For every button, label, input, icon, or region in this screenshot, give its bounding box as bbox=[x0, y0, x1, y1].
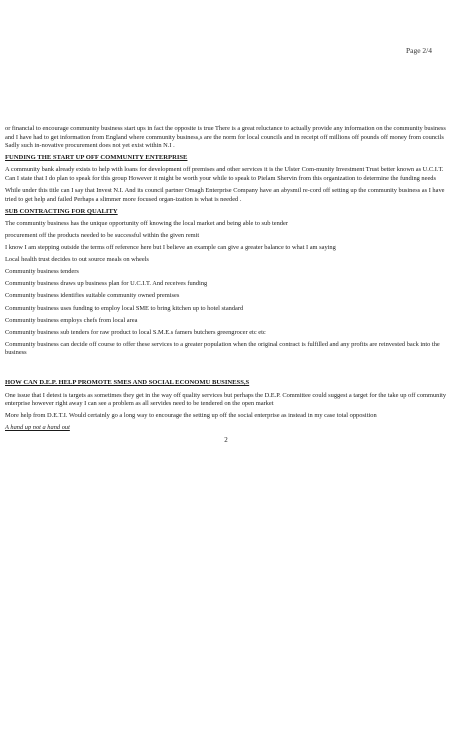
paragraph-unique-opportunity: The community business has the unique opportunity off knowing the local market and being able to sub tender bbox=[5, 219, 288, 227]
closing-slogan: A hand up not a hand out bbox=[5, 424, 70, 432]
paragraph-procurement: procurement off the products needed to be successful within the given remit bbox=[5, 231, 200, 239]
heading-dep-help: HOW CAN D.E.P. HELP PROMOTE SMES AND SOCIAL ECONOMU BUSINESS,S bbox=[5, 379, 250, 387]
document-body bbox=[5, 125, 447, 445]
paragraph-targets: One issue that I detest is targets as sometimes they get in the way off quality services but perhaps the D.E.P. Committee could suggest a target for the take up off community enterprise however right away I can see a problem as all servides need to be tendered on the open market bbox=[5, 391, 447, 408]
paragraph-community-bank: A community bank already exists to help with loans for development off premises and other services it is the Ulster Com-munity Investment Trust better known as U.C.I.T. Can I state that I do plan to speak for this group However it might be worth your while to speak to Pielam Shervin from this organization to determine the funding needs bbox=[5, 166, 444, 182]
example-step: Community business identifies suitable community owned premises bbox=[5, 292, 180, 300]
heading-sub-contracting: SUB CONTRACTING FOR QUALITY bbox=[5, 207, 118, 215]
example-step: Local health trust decides to out source meals on wheels bbox=[5, 256, 149, 264]
example-step: Community business draws up business plan for U.C.I.T. And receives funding bbox=[5, 280, 208, 288]
paragraph-invest-ni: While under this title can I say that Invest N.I. And its council partner Omagh Enterprise Company have an abysmil re-cord off setting up the community business as I have tried to get help and failed Perhaps a slimmer more focused organ-ization is what is needed . bbox=[5, 187, 445, 203]
paragraph-deti: More help from D.E.T.I. Would certainly go a long way to encourage the setting up off the social enterprise as instead in my case total opposition bbox=[5, 412, 377, 420]
example-step: Community business tenders bbox=[5, 268, 79, 276]
paragraph-intro: or financial to encourage community business start ups in fact the opposite is true There is a great reluctance to actually provide any information on the community business and I have had to get information from England where community business,s are the norm for local councils and in receipt off millions off pounds off money from councils Sadly such in-novative procurement does not yet exist within N.I . bbox=[5, 125, 446, 150]
example-step: Community business employs chefs from local area bbox=[5, 316, 138, 324]
example-step: Community business uses funding to employ local SME to bring kitchen up to hotel standard bbox=[5, 304, 244, 312]
section-spacer bbox=[5, 361, 447, 379]
page-header-label: Page 2/4 bbox=[405, 46, 432, 55]
heading-funding: FUNDING THE START UP OFF COMMUNITY ENTERPRISE bbox=[5, 154, 188, 162]
page-number: 2 bbox=[224, 436, 228, 445]
example-step: Community business can decide off course to offer these services to a greater population when the original contract is fulfilled and any profits are reinvested back into the business bbox=[5, 340, 440, 357]
paragraph-example-intro: I know I am stepping outside the terms off reference here but I believe an example can give a greater balance to what I am saying bbox=[5, 244, 336, 252]
example-step: Community business sub tenders for raw product to local S.M.E.s famers butchers greengrocer etc etc bbox=[5, 328, 266, 336]
